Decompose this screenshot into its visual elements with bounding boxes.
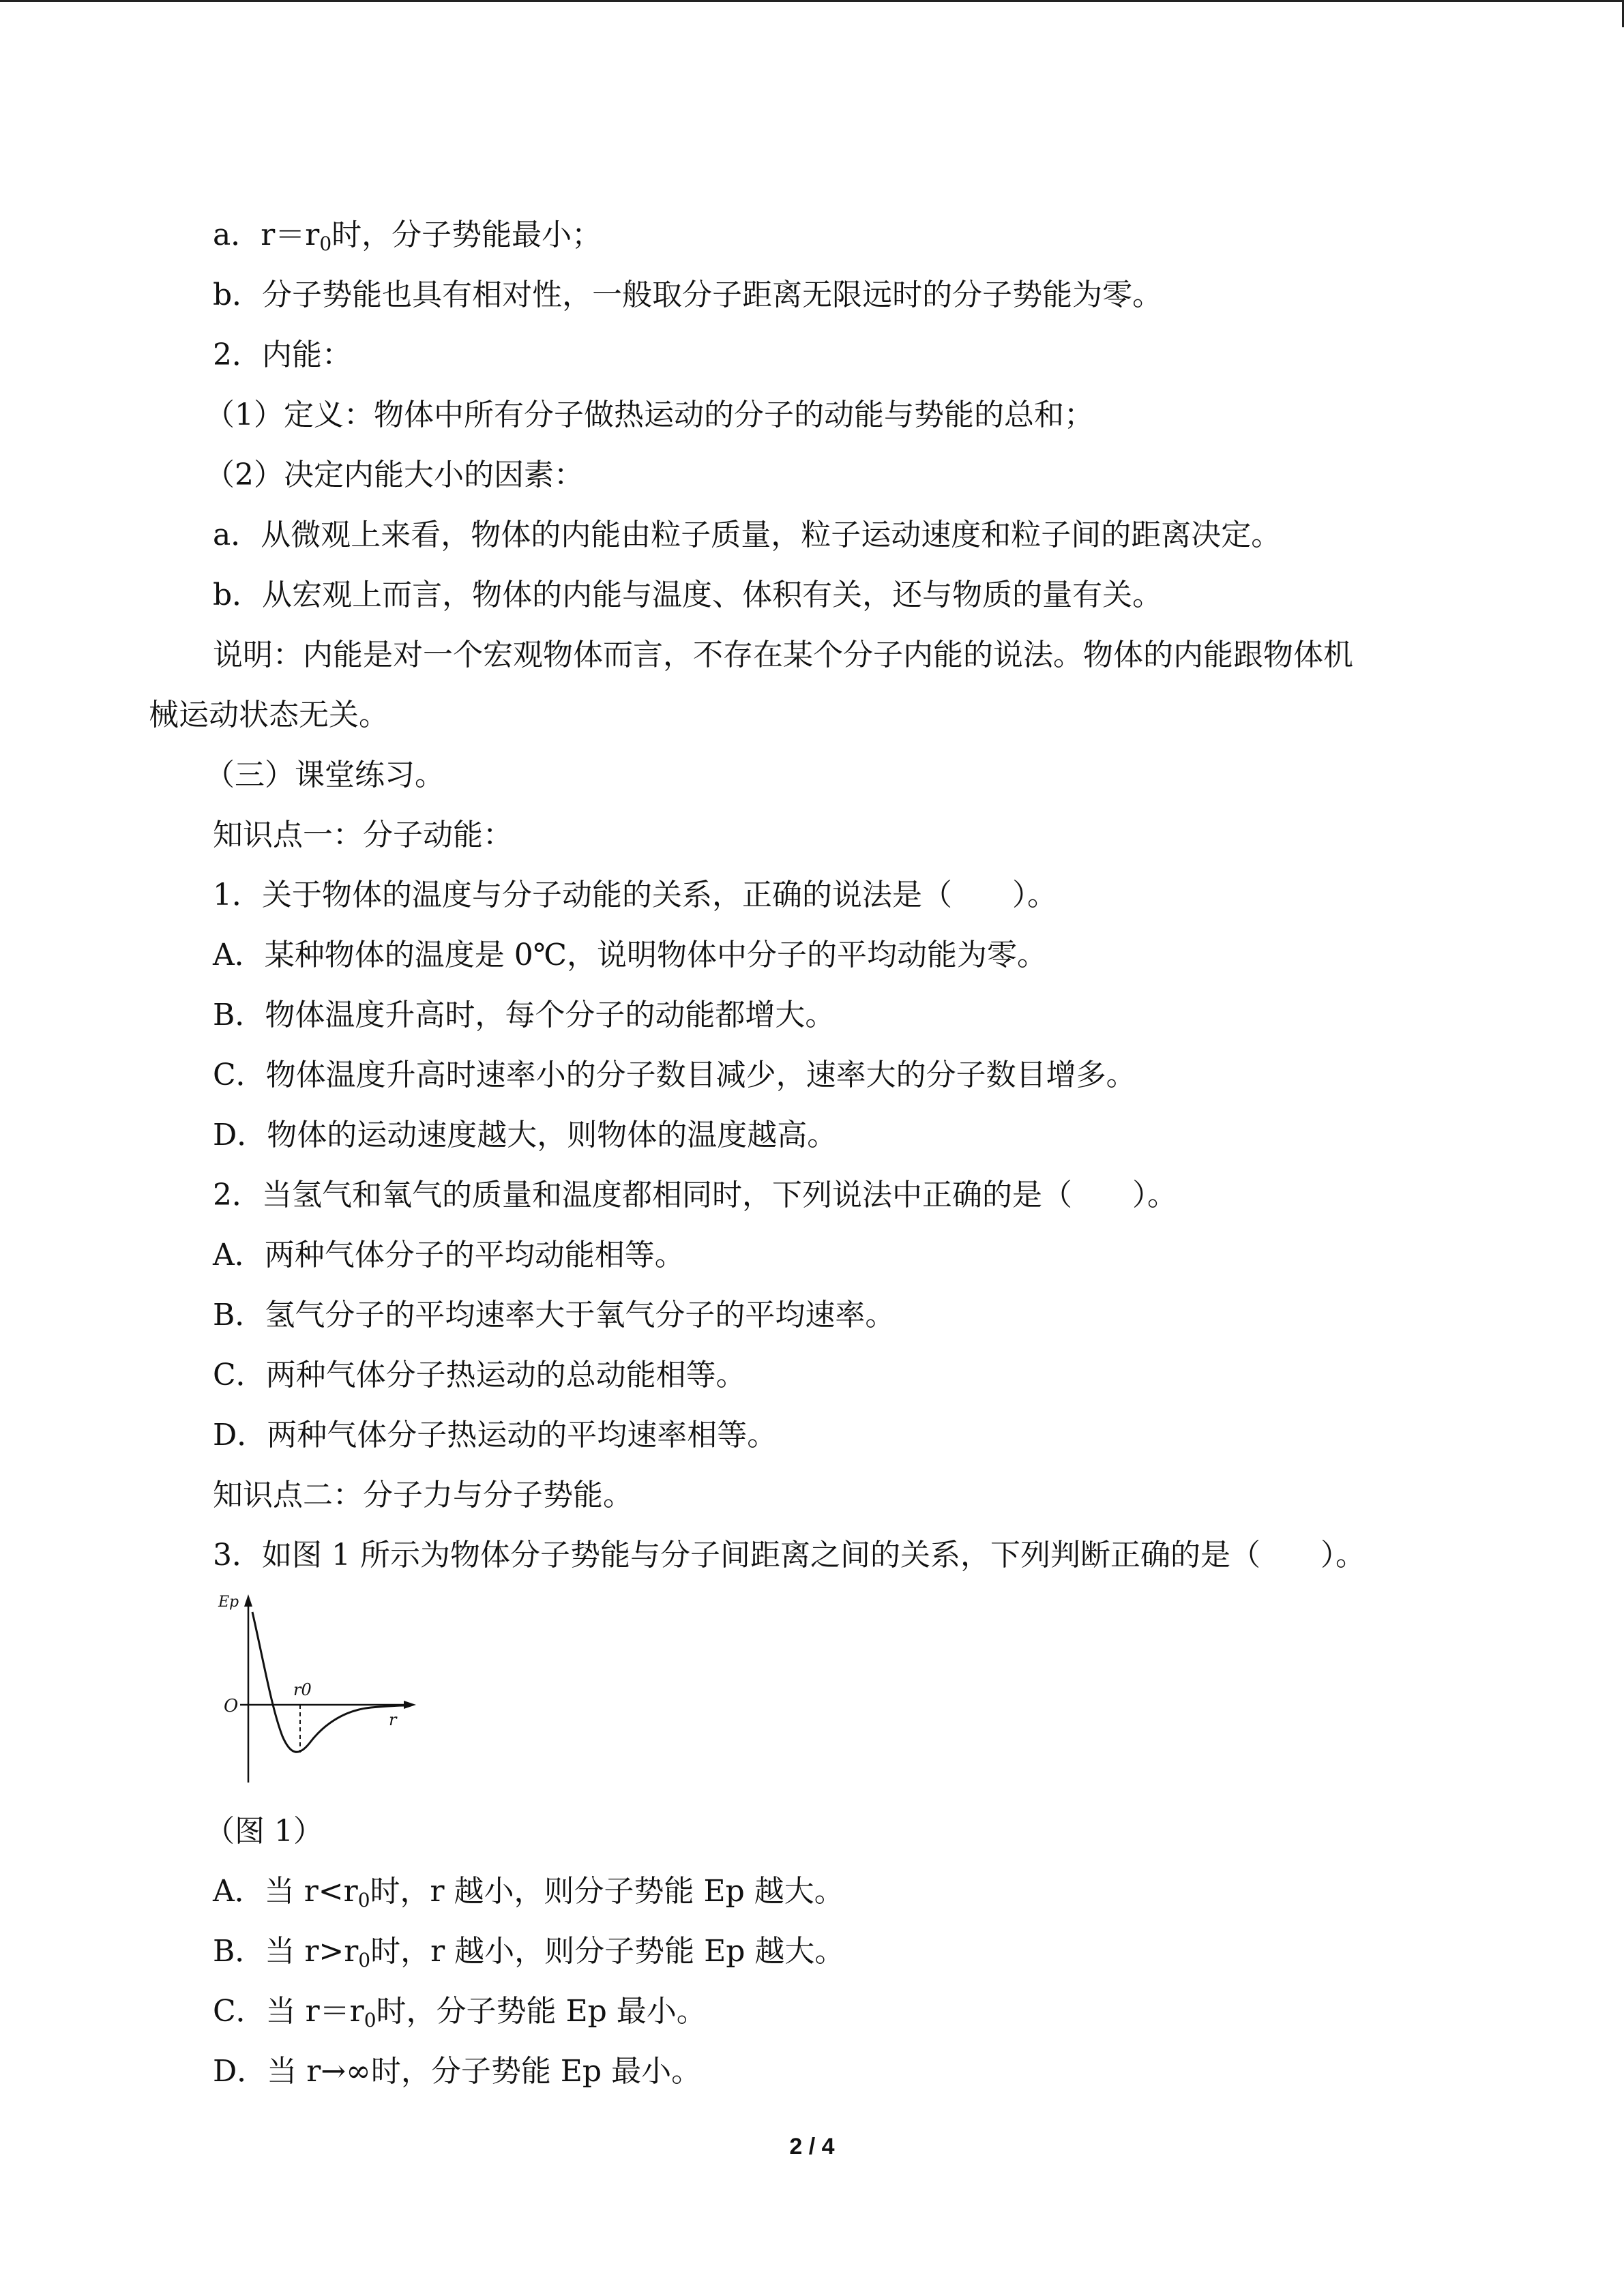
question-1: 1．关于物体的温度与分子动能的关系，正确的说法是（ ）。 — [213, 878, 1057, 912]
r0-label: r0 — [293, 1680, 312, 1699]
q3-option-b: B．当 $r>r_0$时，r 越小，则分子势能 Ep 越大。 — [213, 1934, 845, 1971]
question-3: 3．如图 1 所示为物体分子势能与分子间距离之间的关系，下列判断正确的是（ ）。 — [213, 1538, 1365, 1572]
x-axis-arrow — [404, 1701, 416, 1709]
text-line-2: b．分子势能也具有相对性，一般取分子距离无限远时的分子势能为零。 — [213, 278, 1163, 312]
q2-option-a: A．两种气体分子的平均动能相等。 — [213, 1238, 685, 1272]
knowledge-point-2: 知识点二：分子力与分子势能。 — [213, 1478, 633, 1512]
question-2: 2．当氢气和氧气的质量和温度都相同时，下列说法中正确的是（ ）。 — [213, 1178, 1177, 1212]
q1-option-a: A．某种物体的温度是 0℃，说明物体中分子的平均动能为零。 — [213, 938, 1047, 972]
text-line-5: （2）决定内能大小的因素： — [205, 458, 584, 492]
q2-option-b: B．氢气分子的平均速率大于氧气分子的平均速率。 — [213, 1298, 896, 1332]
q3-option-c: C．当 $r=r_0$时，分子势能 Ep 最小。 — [213, 1994, 707, 2031]
page-number: 2 / 4 — [789, 2134, 835, 2160]
q1-option-c: C．物体温度升高时速率小的分子数目减少，速率大的分子数目增多。 — [213, 1058, 1136, 1092]
q3-option-d: D．当 r→∞时，分子势能 Ep 最小。 — [213, 2054, 702, 2089]
text-line-3: 2．内能： — [213, 338, 352, 372]
text-line-8: 说明：内能是对一个宏观物体而言，不存在某个分子内能的说法。物体的内能跟物体机 — [213, 638, 1353, 672]
q3-option-a: A．当 $r<r_0$时，r 越小，则分子势能 Ep 越大。 — [213, 1874, 844, 1911]
knowledge-point-1: 知识点一：分子动能： — [213, 818, 513, 852]
q2-option-d: D．两种气体分子热运动的平均速率相等。 — [213, 1418, 778, 1452]
xlabel: r — [389, 1710, 397, 1729]
text-line-9: 械运动状态无关。 — [149, 698, 389, 732]
section-heading: （三）课堂练习。 — [205, 758, 445, 792]
y-axis-arrow — [244, 1594, 252, 1607]
page-top-border — [0, 0, 1624, 2]
q1-option-d: D．物体的运动速度越大，则物体的温度越高。 — [213, 1118, 838, 1152]
origin-label: O — [224, 1696, 239, 1716]
potential-energy-graph — [213, 1585, 424, 1789]
text-line-7: b．从宏观上而言，物体的内能与温度、体积有关，还与物质的量有关。 — [213, 578, 1163, 612]
q1-option-b: B．物体温度升高时，每个分子的动能都增大。 — [213, 998, 836, 1032]
text-line-1: a．$r=r_0$时，分子势能最小； — [213, 218, 602, 255]
figure-caption: （图 1） — [205, 1814, 323, 1849]
q2-option-c: C．两种气体分子热运动的总动能相等。 — [213, 1358, 746, 1392]
potential-curve — [252, 1612, 405, 1752]
potential-energy-figure — [213, 1585, 424, 1789]
text-line-6: a．从微观上来看，物体的内能由粒子质量，粒子运动速度和粒子间的距离决定。 — [213, 518, 1282, 552]
ylabel: Ep — [218, 1594, 239, 1611]
text-line-4: （1）定义：物体中所有分子做热运动的分子的动能与势能的总和； — [205, 398, 1094, 432]
